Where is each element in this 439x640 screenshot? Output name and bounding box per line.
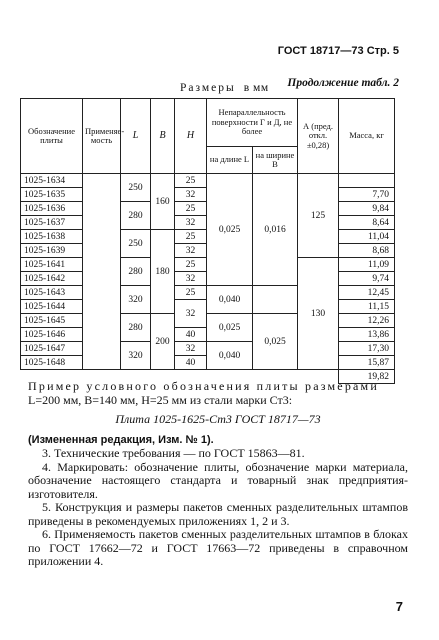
H-cell: 25 bbox=[175, 202, 207, 216]
np-width-cell: 0,016 bbox=[253, 174, 298, 286]
np-length-cell: 0,025 bbox=[207, 174, 253, 286]
caption-unit: в мм bbox=[243, 82, 269, 94]
clause-5: 5. Конструкция и размеры пакетов сменных разделительных штампов приведены в рекомендуемых приложениях 1, 2 и 3. bbox=[28, 500, 408, 528]
plate-cell: 1025-1642 bbox=[21, 272, 83, 286]
header-H: H bbox=[175, 99, 207, 174]
np-length-cell: 0,025 bbox=[207, 314, 253, 342]
mass-cell: 13,86 bbox=[339, 328, 395, 342]
clause-3: 3. Технические требования — по ГОСТ 15863—81. bbox=[42, 446, 305, 460]
header-nonparallel: Непараллельность поверхности Г и Д, не более bbox=[207, 99, 298, 147]
L-cell: 250 bbox=[121, 174, 151, 202]
H-cell: 40 bbox=[175, 356, 207, 370]
L-cell: 250 bbox=[121, 230, 151, 258]
mass-cell bbox=[339, 174, 395, 188]
H-cell: 25 bbox=[175, 230, 207, 244]
mass-cell: 15,87 bbox=[339, 356, 395, 370]
np-length-cell: 0,040 bbox=[207, 342, 253, 370]
mass-cell: 8,64 bbox=[339, 216, 395, 230]
applicability-cell bbox=[83, 174, 121, 370]
H-cell: 25 bbox=[175, 258, 207, 272]
H-cell: 40 bbox=[175, 328, 207, 342]
A-cell: 125 bbox=[298, 174, 339, 258]
mass-cell: 19,82 bbox=[339, 370, 395, 384]
L-cell: 320 bbox=[121, 286, 151, 314]
plate-cell: 1025-1636 bbox=[21, 202, 83, 216]
np-length-cell: 0,040 bbox=[207, 286, 253, 314]
H-cell: 32 bbox=[175, 188, 207, 202]
mass-cell: 11,04 bbox=[339, 230, 395, 244]
H-cell: 25 bbox=[175, 286, 207, 300]
example-line-1 bbox=[28, 380, 408, 394]
header-L: L bbox=[121, 99, 151, 174]
clause-6: 6. Применяемость пакетов сменных разделительных штампов в блоках по ГОСТ 17662—72 и ГОСТ 17663—72 приведены в справочном приложении 4. bbox=[28, 527, 408, 568]
table-caption bbox=[180, 82, 269, 94]
plate-cell: 1025-1645 bbox=[21, 314, 83, 328]
header-A: А (пред. откл. ±0,28) bbox=[298, 99, 339, 174]
L-cell: 280 bbox=[121, 202, 151, 230]
page-number: 7 bbox=[395, 599, 403, 614]
header-along-width: на ширине B bbox=[253, 147, 298, 174]
H-cell: 32 bbox=[175, 300, 207, 328]
plate-cell: 1025-1635 bbox=[21, 188, 83, 202]
mass-cell: 12,26 bbox=[339, 314, 395, 328]
B-cell: 180 bbox=[151, 230, 175, 314]
H-cell: 32 bbox=[175, 342, 207, 356]
mass-cell: 7,70 bbox=[339, 188, 395, 202]
plate-cell: 1025-1639 bbox=[21, 244, 83, 258]
example-line-2: L=200 мм, B=140 мм, H=25 мм из стали марки Ст3: bbox=[28, 392, 293, 407]
H-cell: 32 bbox=[175, 216, 207, 230]
plate-cell: 1025-1648 bbox=[21, 356, 83, 370]
H-cell: 25 bbox=[175, 174, 207, 188]
example-designation: Плита 1025-1625-Ст3 ГОСТ 18717—73 bbox=[115, 412, 321, 426]
header-applicability: Применяе-мость bbox=[83, 99, 121, 174]
plate-cell: 1025-1643 bbox=[21, 286, 83, 300]
L-cell: 280 bbox=[121, 314, 151, 342]
H-cell: 32 bbox=[175, 272, 207, 286]
dimensions-table bbox=[20, 98, 395, 384]
mass-cell: 17,30 bbox=[339, 342, 395, 356]
header-mass: Масса, кг bbox=[339, 99, 395, 174]
A-cell: 130 bbox=[298, 258, 339, 370]
H-cell: 32 bbox=[175, 244, 207, 258]
plate-cell: 1025-1646 bbox=[21, 328, 83, 342]
np-width-cell bbox=[253, 286, 298, 314]
mass-cell: 11,09 bbox=[339, 258, 395, 272]
mass-cell: 11,15 bbox=[339, 300, 395, 314]
B-cell: 200 bbox=[151, 314, 175, 370]
clause-4: 4. Маркировать: обозначение плиты, обозначение марки материала, обозначение настоящего стандарта и товарный знак предприятия-изготовителя. bbox=[28, 459, 408, 501]
example-spaced-text: Пример условного обозначения плиты размерами bbox=[28, 379, 379, 393]
table-continuation-label: Продолжение табл. 2 bbox=[287, 77, 399, 89]
L-cell: 280 bbox=[121, 258, 151, 286]
plate-cell: 1025-1637 bbox=[21, 216, 83, 230]
plate-cell: 1025-1638 bbox=[21, 230, 83, 244]
amendment-note: (Измененная редакция, Изм. № 1). bbox=[28, 433, 214, 446]
plate-cell: 1025-1644 bbox=[21, 300, 83, 314]
plate-cell: 1025-1641 bbox=[21, 258, 83, 272]
header-B: B bbox=[151, 99, 175, 174]
mass-cell: 9,74 bbox=[339, 272, 395, 286]
L-cell: 320 bbox=[121, 342, 151, 370]
header-along-length: на длине L bbox=[207, 147, 253, 174]
B-cell: 160 bbox=[151, 174, 175, 230]
plate-cell: 1025-1634 bbox=[21, 174, 83, 188]
page-header-standard: ГОСТ 18717—73 Стр. 5 bbox=[277, 45, 399, 57]
mass-cell: 9,84 bbox=[339, 202, 395, 216]
body-text bbox=[28, 380, 408, 569]
np-width-cell: 0,025 bbox=[253, 314, 298, 370]
mass-cell: 8,68 bbox=[339, 244, 395, 258]
mass-cell: 12,45 bbox=[339, 286, 395, 300]
header-designation: Обозначение плиты bbox=[21, 99, 83, 174]
plate-cell: 1025-1647 bbox=[21, 342, 83, 356]
caption-title: Размеры bbox=[180, 82, 236, 94]
